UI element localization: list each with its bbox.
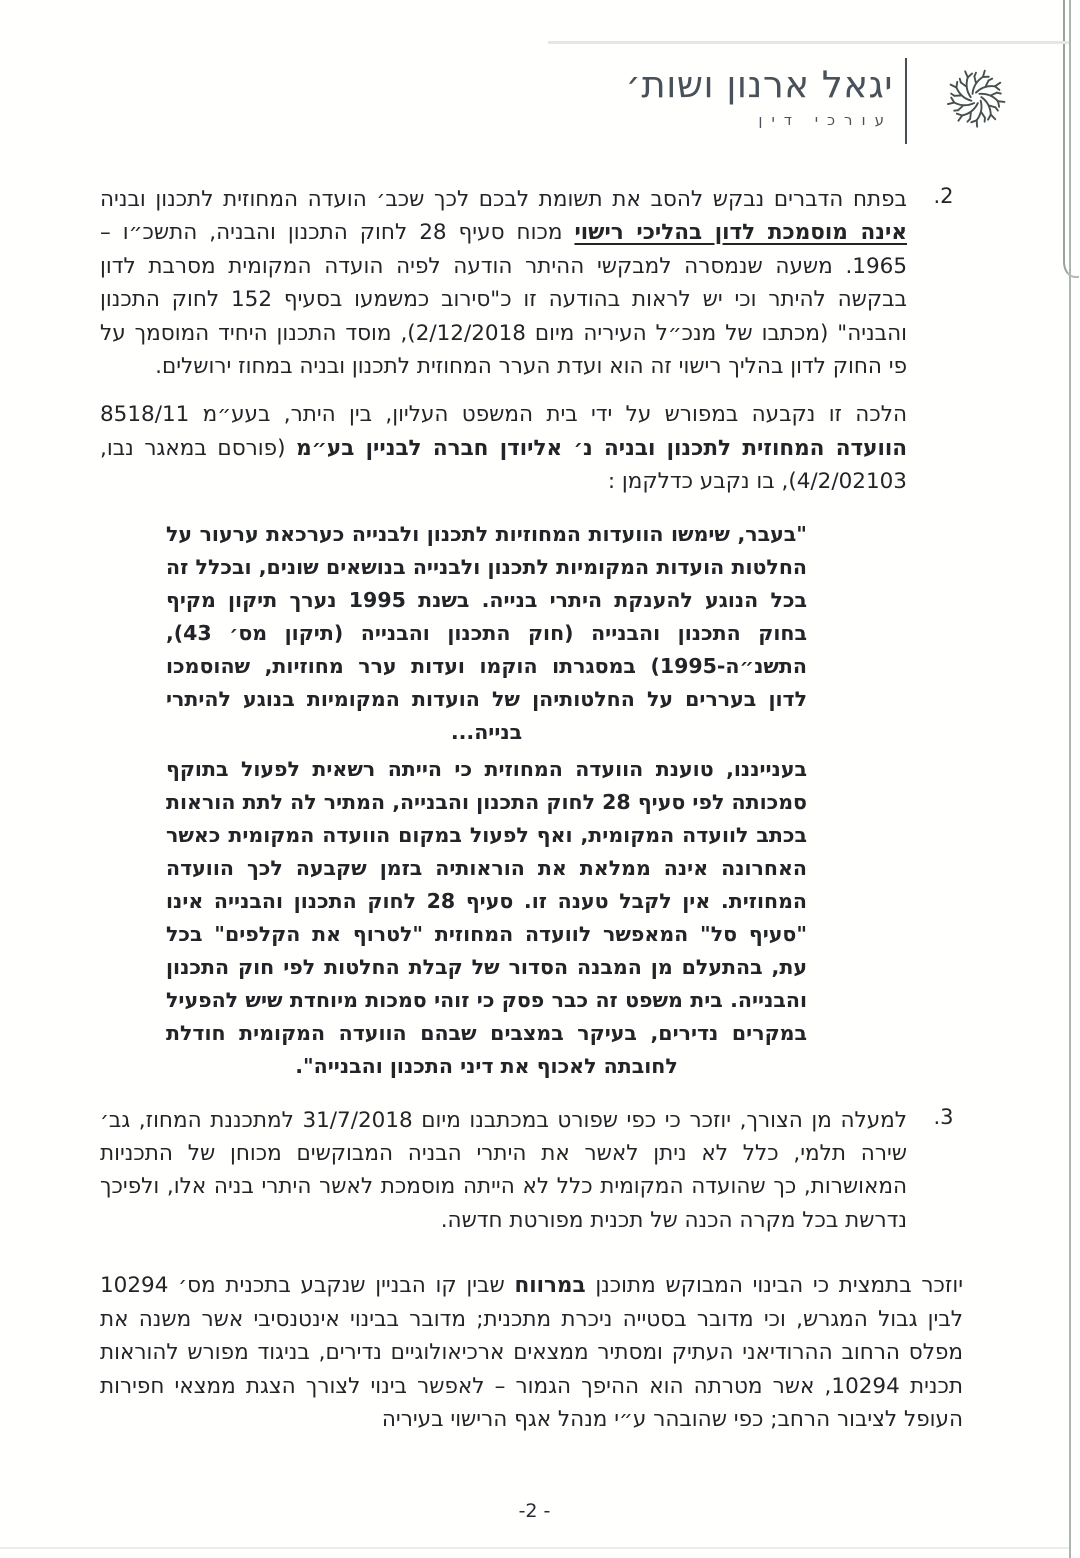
case-name-run: הוועדה המחוזית לתכנון ובניה נ׳ אליודן חברה לבניין בע״מ [296,435,907,461]
closing-paragraph [100,1269,980,1436]
scan-line-top [548,41,1069,44]
paragraph-text [100,183,907,383]
paragraph-text: למעלה מן הצורך, יוזכר כי כפי שפורט במכתבנו מיום 31/7/2018 למתכננת המחוז, גב׳ שירה תלמי, כלל לא ניתן לאשר את היתרי הבניה המבוקשים מכוחן של התכניות המאושרות, כך שהועדה המקומית כלל לא הייתה מוסמכת לאשר היתרי בניה אלו, ולפיכך נדרשת בכל מקרה הכנה של תכנית מפורטת חדשה. [100,1107,907,1233]
text-run: שבין קו הבניין שנקבע בתכנית מס׳ 10294 לבין גבול המגרש, וכי מדובר בסטייה ניכרת מתכנית; מדובר בבינוי אינטנסיבי אשר משנה את מפלס הרחוב ההרודיאני העתיק ומסתיר ממצאים ארכיאולוגיים נדירים, בניגוד מפורש להוראות תכנית 10294, אשר מטרתה הוא ההיפך הגמור – לאפשר בינוי לצורך הצגת ממצאי חפירות העופל לציבור הרחב; כפי שהובהר ע״י מנהל אגף הרישוי בעיריה [100,1273,963,1432]
supreme-court-quote-block [166,518,807,1083]
text-run: יוזכר בתמצית כי הבינוי המבוקש מתוכנן [585,1273,963,1299]
letterhead [626,64,893,129]
paragraph-number: 2. [933,184,954,208]
text-run: מכוח סעיף 28 לחוק התכנון והבניה, התשכ״ו – 1965. משעה שנמסרה למבקשי ההיתר הודעה לפיה הועדה המקומית מסרבת לדון בבקשה להיתר וכי יש לראות בהודעה זו כ"סירוב כמשמעו בסעיף 152 לחוק התכנון והבניה" (מכתבו של מנכ״ל העיריה מיום 2/12/2018), מוסד התכנון היחיד המוסמך על פי החוק לדון בהליך רישוי זה הוא ועדת הערר המחוזית לתכנון ובניה במחוז ירושלים. [100,220,907,380]
firm-name: יגאל ארנון ושות׳ [625,63,893,106]
text-run: (פורסם במאגר נבו, 4/2/02103), בו נקבע כדלקמן : [100,435,907,495]
emphasized-run: במרווח [514,1273,586,1299]
letter-body [100,183,980,1436]
paragraph-text [100,1269,963,1436]
paragraph-text [100,398,907,498]
paragraph-body [100,183,907,1104]
text-run: הלכה זו נקבעה במפורש על ידי בית המשפט העליון, בין היתר, בעע״מ 8518/11 [100,402,907,428]
emphasized-underlined-run: אינה מוסמכת לדון בהליכי רישוי [574,220,907,246]
firm-subtitle: עורכי דין [758,111,893,129]
paragraph-number: 3. [933,1104,954,1129]
firm-logo-icon [940,60,1012,136]
quote-paragraph: בענייננו, טוענת הוועדה המחוזית כי הייתה רשאית לפעול בתוקף סמכותה לפי סעיף 28 לחוק התכנון והבנייה, המתיר לה לתת הוראות בכתב לוועדה המקומית, ואף לפעול במקום הוועדה המקומית כאשר האחרונה אינה ממלאת את הוראותיה בזמן שקבעה לכך הוועדה המחוזית. אין לקבל טענה זו. סעיף 28 לחוק התכנון והבנייה אינו "סעיף סל" המאפשר לוועדה המחוזית "לטרוף את הקלפים" בכל עת, בהתעלם מן המבנה הסדור של קבלת החלטות לפי חוק התכנון והבנייה. בית משפט זה כבר פסק כי זוהי סמכות מיוחדת שיש להפעיל במקרים נדירים, בעיקר במצבים שבהם הוועדה המקומית חודלת לחובתה לאכוף את דיני התכנון והבנייה". [166,756,807,1078]
paragraph-body [100,1104,907,1253]
text-run: בפתח הדברים נבקש להסב את תשומת לבכם לכך שכב׳ הועדה המחוזית לתכנון ובניה [100,187,907,212]
numbered-paragraph-3 [100,1104,980,1253]
quote-paragraph: "בעבר, שימשו הוועדות המחוזיות לתכנון ולבנייה כערכאת ערעור על החלטות הועדות המקומיות לתכנון ולבנייה בנושאים שונים, ובכלל זה בכל הנוגע להענקת היתרי בנייה. בשנת 1995 נערך תיקון מקיף בחוק התכנון והבנייה (חוק התכנון והבנייה (תיקון מס׳ 43), התשנ״ה-1995) במסגרתו הוקמו ועדות ערר מחוזיות, שהוסמכו לדון בעררים על החלטותיהן של הועדות המקומיות בנוגע להיתרי בנייה... [166,521,808,744]
numbered-paragraph-2 [100,183,980,1104]
letterhead-divider [905,58,907,144]
scan-line-bottom [0,1547,1069,1549]
page-number: -2 - [518,1500,551,1522]
